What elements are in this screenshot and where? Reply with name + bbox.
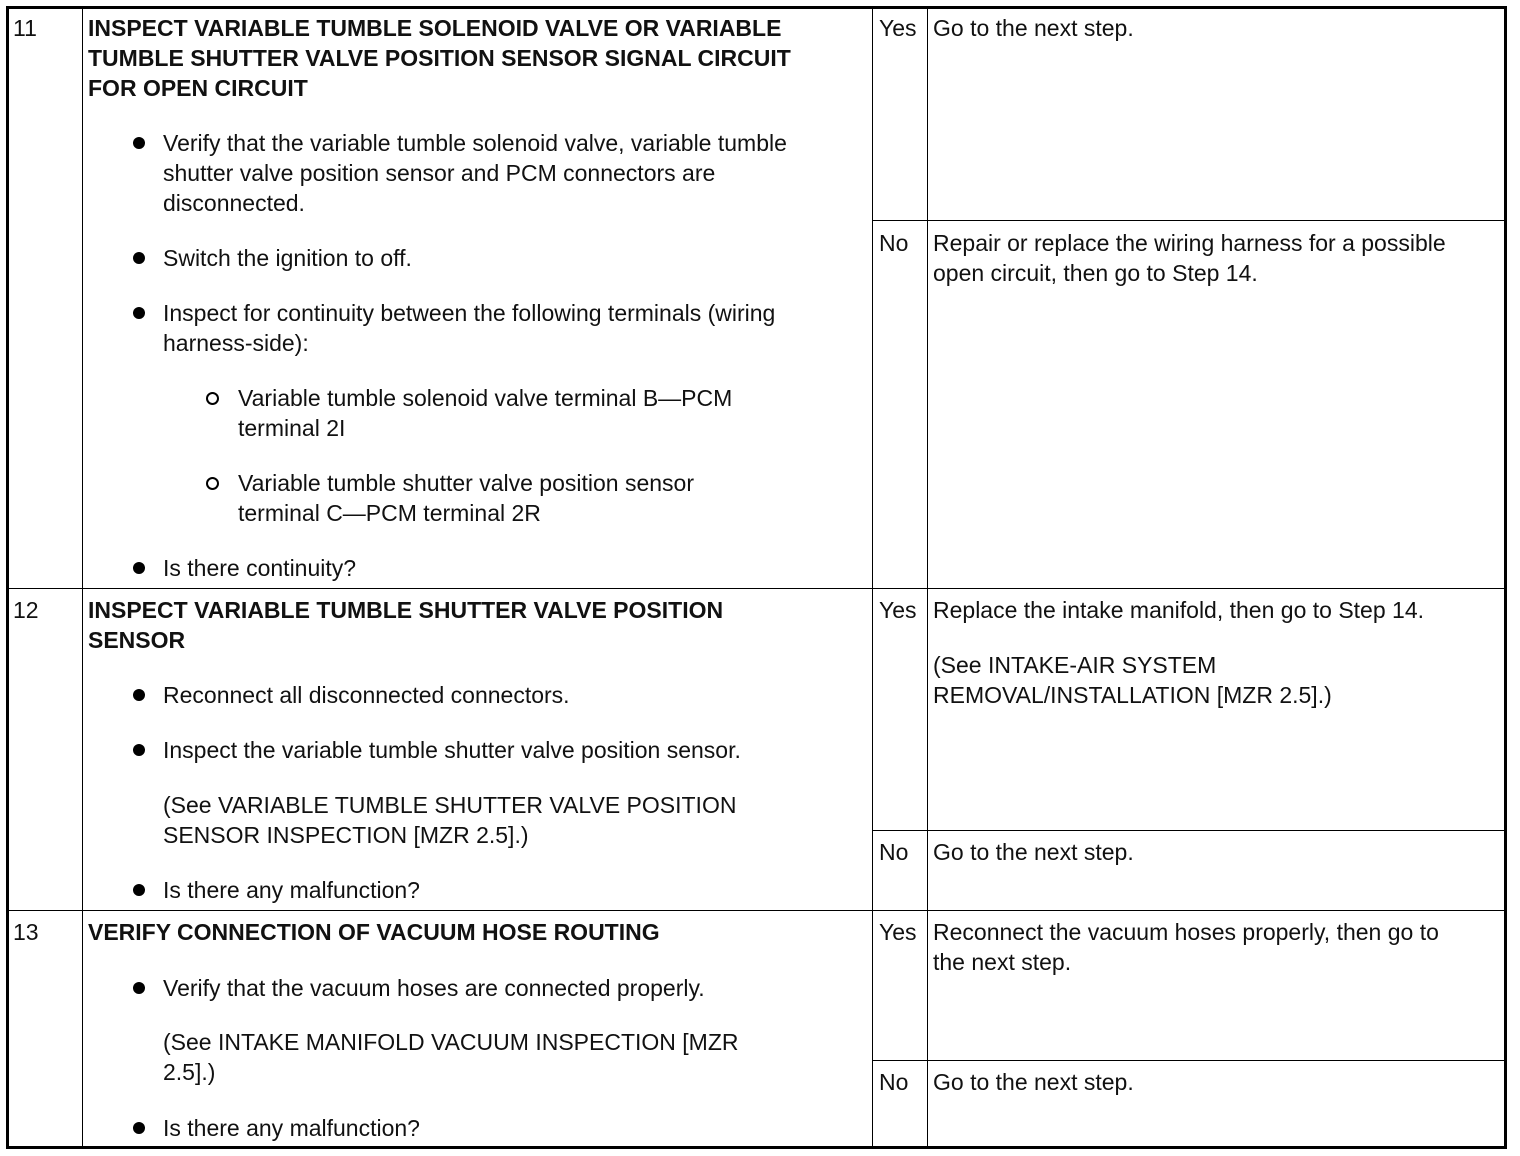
- step-number: 11: [13, 15, 37, 41]
- question-text: Is there any malfunction?: [163, 877, 420, 903]
- question-text: Is there any malfunction?: [163, 1115, 420, 1141]
- bullet-icon: [133, 1122, 145, 1134]
- no-label: No: [879, 839, 909, 865]
- no-label: No: [879, 230, 909, 256]
- step-heading: [88, 595, 723, 655]
- column-divider: [927, 8, 928, 1147]
- heading-line: INSPECT VARIABLE TUMBLE SOLENOID VALVE OR VARIABLE: [88, 15, 782, 41]
- no-label: No: [879, 1069, 909, 1095]
- heading-line: SENSOR: [88, 627, 186, 653]
- bullet-icon: [133, 982, 145, 994]
- yes-action: Replace the intake manifold, then go to Step 14.: [933, 597, 1424, 623]
- instruction-text: Inspect for continuity between the following terminals (wiring harness-side):: [163, 300, 776, 356]
- instruction-text: Verify that the vacuum hoses are connected properly.: [163, 975, 705, 1001]
- instruction-text: Inspect the variable tumble shutter valve position sensor.: [163, 737, 741, 763]
- instruction-text: Reconnect all disconnected connectors.: [163, 682, 570, 708]
- step-heading: [88, 13, 791, 103]
- bullet-icon: [133, 562, 145, 574]
- reference-text: (See INTAKE MANIFOLD VACUUM INSPECTION [MZR 2.5].): [163, 1029, 739, 1085]
- bullet-icon: [133, 137, 145, 149]
- heading-line: INSPECT VARIABLE TUMBLE SHUTTER VALVE POSITION: [88, 597, 724, 623]
- yes-action: Reconnect the vacuum hoses properly, then go to the next step.: [933, 919, 1439, 975]
- bullet-icon: [133, 252, 145, 264]
- heading-line: TUMBLE SHUTTER VALVE POSITION SENSOR SIGNAL CIRCUIT: [88, 45, 791, 71]
- heading-line: FOR OPEN CIRCUIT: [88, 75, 308, 101]
- bullet-icon: [133, 689, 145, 701]
- yes-action: Go to the next step.: [933, 15, 1134, 41]
- bullet-icon: [133, 307, 145, 319]
- sub-instruction-text: Variable tumble solenoid valve terminal B—PCM terminal 2I: [238, 385, 733, 441]
- bullet-icon: [133, 884, 145, 896]
- column-divider: [872, 8, 873, 1147]
- step-heading: [88, 917, 660, 947]
- heading-line: VERIFY CONNECTION OF VACUUM HOSE ROUTING: [88, 919, 660, 945]
- no-action: Go to the next step.: [933, 839, 1134, 865]
- instruction-text: Verify that the variable tumble solenoid valve, variable tumble shutter valve position sensor and PCM connectors are disconnected.: [163, 130, 787, 216]
- step-number: 13: [13, 919, 39, 945]
- reference-text: (See VARIABLE TUMBLE SHUTTER VALVE POSITION SENSOR INSPECTION [MZR 2.5].): [163, 792, 737, 848]
- sub-bullet-icon: [206, 392, 219, 405]
- yes-reference: (See INTAKE-AIR SYSTEM REMOVAL/INSTALLATION [MZR 2.5].): [933, 652, 1332, 708]
- yes-label: Yes: [879, 15, 917, 41]
- no-action: Repair or replace the wiring harness for a possible open circuit, then go to Step 14.: [933, 230, 1446, 286]
- instruction-text: Switch the ignition to off.: [163, 245, 412, 271]
- row-divider: [8, 910, 1505, 911]
- sub-bullet-icon: [206, 477, 219, 490]
- yes-no-divider: [872, 220, 1505, 221]
- question-text: Is there continuity?: [163, 555, 357, 581]
- no-action: Go to the next step.: [933, 1069, 1134, 1095]
- yes-label: Yes: [879, 919, 917, 945]
- sub-instruction-text: Variable tumble shutter valve position sensor terminal C—PCM terminal 2R: [238, 470, 694, 526]
- row-divider: [8, 588, 1505, 589]
- yes-no-divider: [872, 1060, 1505, 1061]
- yes-no-divider: [872, 830, 1505, 831]
- bullet-icon: [133, 744, 145, 756]
- step-number: 12: [13, 597, 39, 623]
- yes-label: Yes: [879, 597, 917, 623]
- column-divider: [82, 8, 83, 1147]
